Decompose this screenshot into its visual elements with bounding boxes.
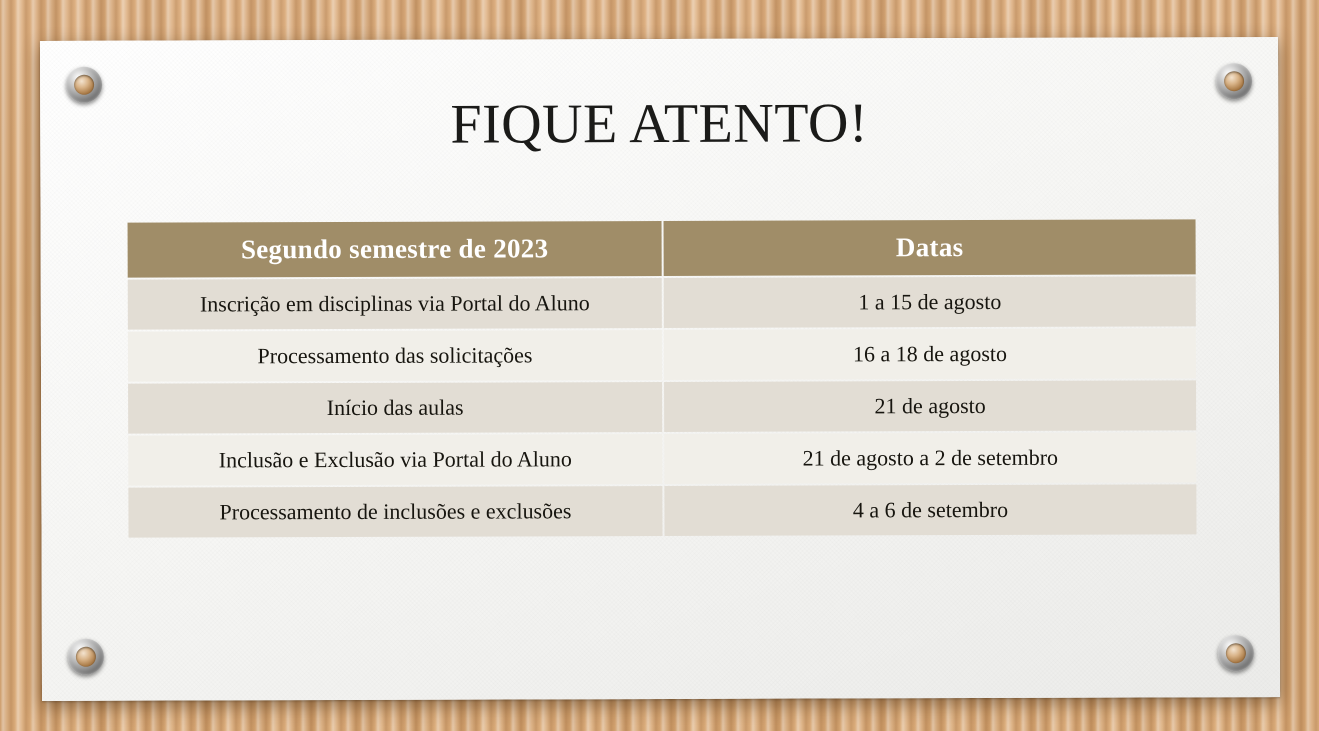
table-row <box>128 380 1196 433</box>
table-row <box>128 432 1196 485</box>
cell-date: 21 de agosto a 2 de setembro <box>664 432 1196 484</box>
screw-icon-bottom-right <box>1218 635 1254 671</box>
paper-board <box>40 37 1280 701</box>
cell-date: 4 a 6 de setembro <box>664 484 1196 536</box>
schedule-table-container <box>126 217 1199 539</box>
cell-activity: Inclusão e Exclusão via Portal do Aluno <box>128 434 662 486</box>
cell-date: 1 a 15 de agosto <box>664 276 1196 328</box>
column-header-dates: Datas <box>664 219 1196 276</box>
cell-activity: Processamento de inclusões e exclusões <box>128 486 662 538</box>
table-body <box>128 276 1197 537</box>
table-row <box>128 484 1196 537</box>
table-header-row <box>128 219 1196 277</box>
cell-activity: Inscrição em disciplinas via Portal do Aluno <box>128 278 662 330</box>
table-row <box>128 276 1196 329</box>
table-row <box>128 328 1196 381</box>
cell-date: 16 a 18 de agosto <box>664 328 1196 380</box>
cell-activity: Início das aulas <box>128 382 662 434</box>
screw-icon-bottom-left <box>68 639 104 675</box>
page-title: FIQUE ATENTO! <box>450 92 869 156</box>
cell-activity: Processamento das solicitações <box>128 330 662 382</box>
schedule-table <box>126 217 1199 539</box>
cell-date: 21 de agosto <box>664 380 1196 432</box>
column-header-semester: Segundo semestre de 2023 <box>128 221 662 278</box>
table-header <box>128 219 1196 277</box>
